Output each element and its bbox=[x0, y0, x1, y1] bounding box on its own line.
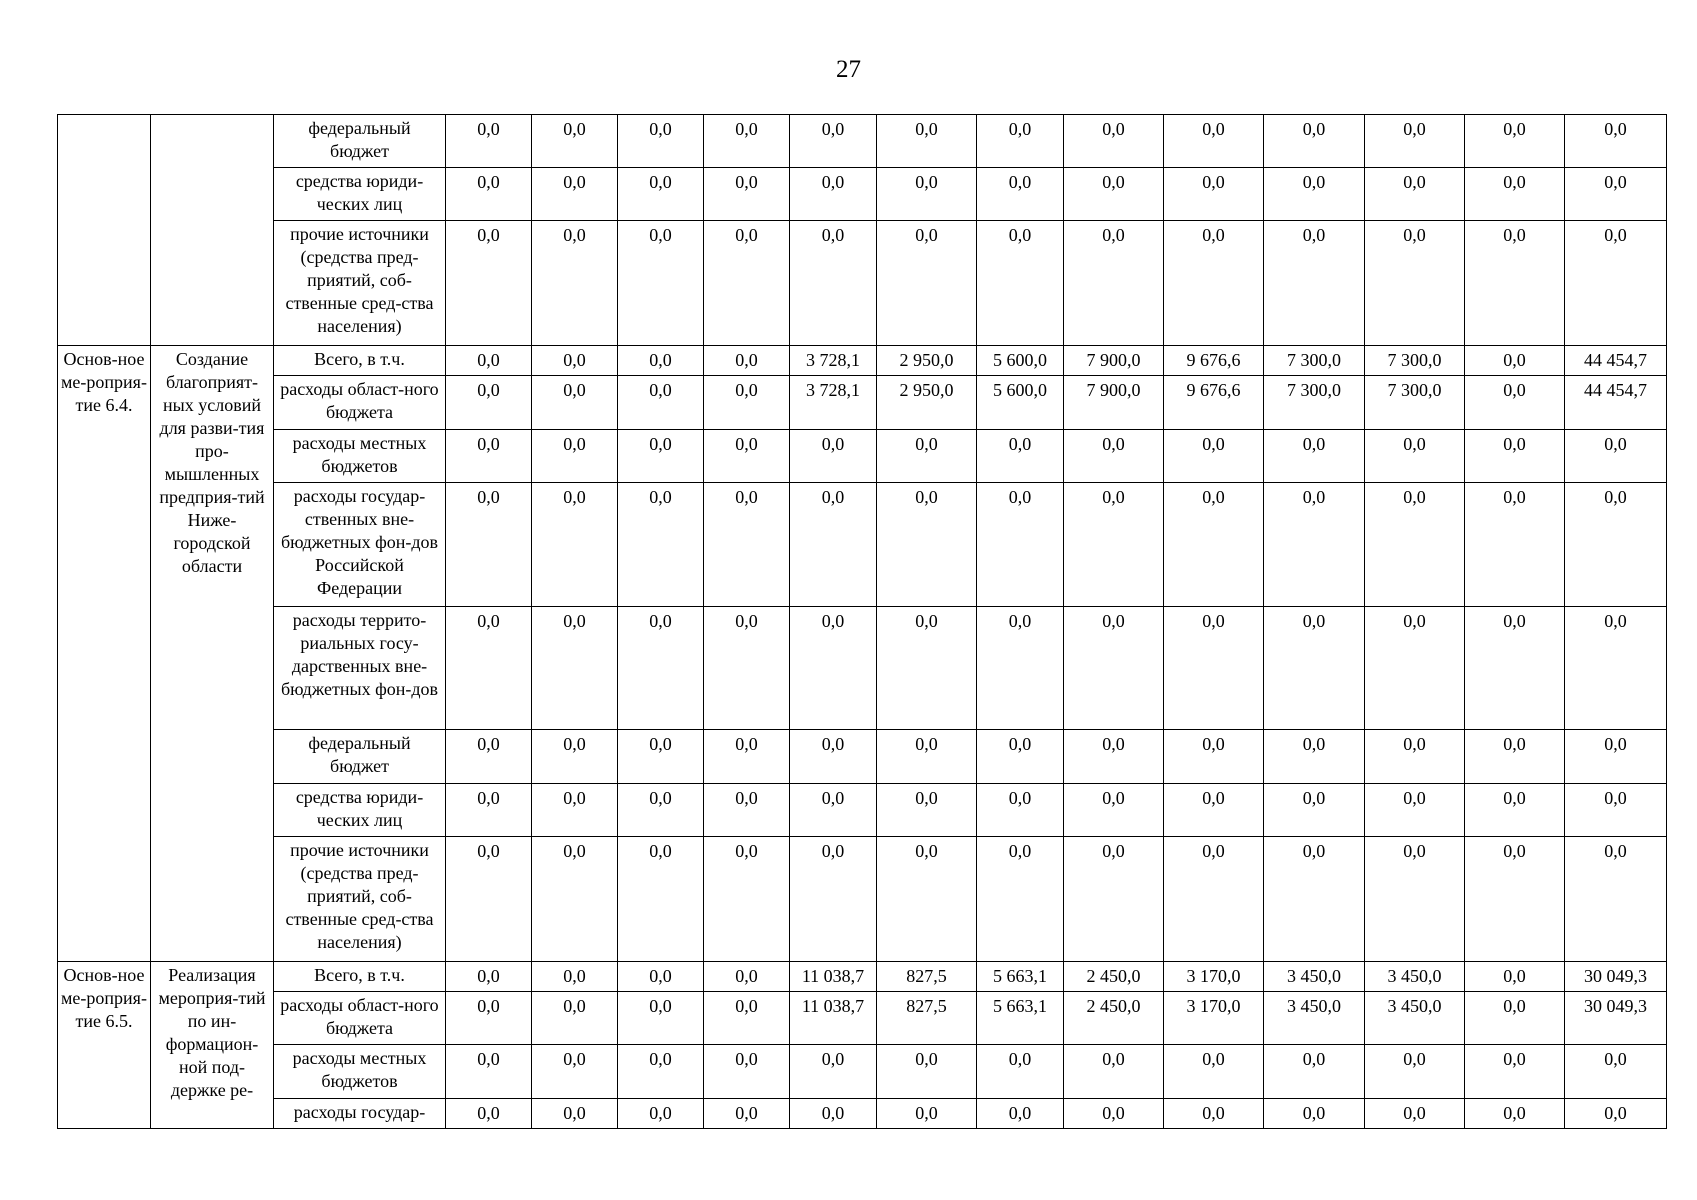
value-cell: 0,0 bbox=[1465, 730, 1565, 784]
value-cell: 5 663,1 bbox=[977, 992, 1064, 1045]
value-cell: 0,0 bbox=[618, 168, 704, 221]
value-cell: 0,0 bbox=[618, 430, 704, 483]
value-cell: 0,0 bbox=[977, 607, 1064, 730]
value-cell: 0,0 bbox=[1565, 430, 1667, 483]
value-cell: 0,0 bbox=[446, 607, 532, 730]
funding-source-cell: Всего, в т.ч. bbox=[274, 346, 446, 376]
value-cell: 0,0 bbox=[1164, 115, 1264, 168]
value-cell: 3 450,0 bbox=[1264, 962, 1365, 992]
table-row bbox=[58, 376, 1667, 430]
value-cell: 0,0 bbox=[1064, 430, 1164, 483]
value-cell: 0,0 bbox=[1365, 1099, 1465, 1129]
table-row bbox=[58, 483, 1667, 607]
value-cell: 3 170,0 bbox=[1164, 992, 1264, 1045]
value-cell: 0,0 bbox=[1365, 483, 1465, 607]
table-row bbox=[58, 115, 1667, 168]
value-cell: 0,0 bbox=[1164, 483, 1264, 607]
value-cell: 0,0 bbox=[1064, 784, 1164, 837]
value-cell: 3 728,1 bbox=[790, 346, 877, 376]
value-cell: 0,0 bbox=[1264, 730, 1365, 784]
value-cell: 0,0 bbox=[1365, 430, 1465, 483]
value-cell: 0,0 bbox=[618, 376, 704, 430]
value-cell: 0,0 bbox=[977, 1045, 1064, 1099]
value-cell: 0,0 bbox=[618, 992, 704, 1045]
value-cell: 0,0 bbox=[790, 483, 877, 607]
value-cell: 30 049,3 bbox=[1565, 962, 1667, 992]
value-cell: 0,0 bbox=[1064, 607, 1164, 730]
value-cell: 0,0 bbox=[1064, 730, 1164, 784]
funding-source-cell: расходы государ-ственных вне-бюджетных фон-дов Российской Федерации bbox=[274, 483, 446, 607]
value-cell: 0,0 bbox=[877, 730, 977, 784]
value-cell: 0,0 bbox=[1565, 483, 1667, 607]
funding-source-cell: расходы област-ного бюджета bbox=[274, 992, 446, 1045]
value-cell: 0,0 bbox=[1465, 1099, 1565, 1129]
value-cell: 0,0 bbox=[877, 784, 977, 837]
value-cell: 0,0 bbox=[618, 346, 704, 376]
table-row bbox=[58, 1099, 1667, 1129]
value-cell: 7 300,0 bbox=[1365, 346, 1465, 376]
value-cell: 0,0 bbox=[877, 221, 977, 346]
table-row bbox=[58, 168, 1667, 221]
value-cell: 0,0 bbox=[1264, 837, 1365, 962]
value-cell: 0,0 bbox=[1465, 483, 1565, 607]
value-cell: 0,0 bbox=[1164, 837, 1264, 962]
value-cell: 0,0 bbox=[977, 730, 1064, 784]
value-cell: 30 049,3 bbox=[1565, 992, 1667, 1045]
value-cell: 0,0 bbox=[446, 430, 532, 483]
value-cell: 0,0 bbox=[877, 430, 977, 483]
funding-source-cell: федеральный бюджет bbox=[274, 730, 446, 784]
value-cell: 7 300,0 bbox=[1264, 346, 1365, 376]
table-row bbox=[58, 1045, 1667, 1099]
value-cell: 0,0 bbox=[618, 1045, 704, 1099]
value-cell: 0,0 bbox=[1264, 115, 1365, 168]
value-cell: 3 170,0 bbox=[1164, 962, 1264, 992]
value-cell: 0,0 bbox=[532, 992, 618, 1045]
value-cell: 0,0 bbox=[1365, 837, 1465, 962]
funding-source-cell: расходы местных бюджетов bbox=[274, 1045, 446, 1099]
value-cell: 0,0 bbox=[704, 376, 790, 430]
value-cell: 0,0 bbox=[532, 607, 618, 730]
activity-name-cell bbox=[151, 115, 274, 346]
value-cell: 0,0 bbox=[1164, 221, 1264, 346]
table-row bbox=[58, 837, 1667, 962]
value-cell: 0,0 bbox=[1264, 1099, 1365, 1129]
value-cell: 0,0 bbox=[1465, 992, 1565, 1045]
table-row bbox=[58, 221, 1667, 346]
value-cell: 0,0 bbox=[618, 730, 704, 784]
value-cell: 2 450,0 bbox=[1064, 992, 1164, 1045]
value-cell: 0,0 bbox=[532, 115, 618, 168]
value-cell: 0,0 bbox=[1565, 1045, 1667, 1099]
value-cell: 0,0 bbox=[532, 221, 618, 346]
value-cell: 0,0 bbox=[446, 346, 532, 376]
value-cell: 0,0 bbox=[1164, 784, 1264, 837]
table-row bbox=[58, 346, 1667, 376]
value-cell: 0,0 bbox=[704, 1045, 790, 1099]
value-cell: 0,0 bbox=[704, 221, 790, 346]
value-cell: 0,0 bbox=[446, 376, 532, 430]
value-cell: 0,0 bbox=[618, 1099, 704, 1129]
value-cell: 0,0 bbox=[532, 962, 618, 992]
value-cell: 0,0 bbox=[704, 992, 790, 1045]
value-cell: 0,0 bbox=[1465, 346, 1565, 376]
value-cell: 0,0 bbox=[1465, 962, 1565, 992]
value-cell: 44 454,7 bbox=[1565, 346, 1667, 376]
value-cell: 0,0 bbox=[1465, 1045, 1565, 1099]
value-cell: 0,0 bbox=[790, 168, 877, 221]
value-cell: 0,0 bbox=[446, 992, 532, 1045]
value-cell: 5 600,0 bbox=[977, 346, 1064, 376]
value-cell: 0,0 bbox=[790, 115, 877, 168]
value-cell: 0,0 bbox=[1164, 1099, 1264, 1129]
value-cell: 7 900,0 bbox=[1064, 346, 1164, 376]
value-cell: 0,0 bbox=[1465, 784, 1565, 837]
value-cell: 0,0 bbox=[977, 784, 1064, 837]
value-cell: 7 300,0 bbox=[1264, 376, 1365, 430]
value-cell: 0,0 bbox=[1064, 168, 1164, 221]
value-cell: 0,0 bbox=[446, 1099, 532, 1129]
value-cell: 0,0 bbox=[790, 221, 877, 346]
value-cell: 0,0 bbox=[704, 962, 790, 992]
value-cell: 0,0 bbox=[877, 607, 977, 730]
value-cell: 0,0 bbox=[877, 483, 977, 607]
value-cell: 0,0 bbox=[1465, 221, 1565, 346]
value-cell: 0,0 bbox=[1264, 784, 1365, 837]
value-cell: 0,0 bbox=[790, 1099, 877, 1129]
value-cell: 0,0 bbox=[790, 607, 877, 730]
value-cell: 0,0 bbox=[1465, 115, 1565, 168]
value-cell: 0,0 bbox=[977, 221, 1064, 346]
value-cell: 0,0 bbox=[790, 1045, 877, 1099]
value-cell: 0,0 bbox=[532, 1099, 618, 1129]
value-cell: 0,0 bbox=[532, 1045, 618, 1099]
funding-source-cell: Всего, в т.ч. bbox=[274, 962, 446, 992]
value-cell: 0,0 bbox=[1365, 221, 1465, 346]
activity-cell: Основ-ное ме-роприя-тие 6.5. bbox=[58, 962, 151, 1129]
value-cell: 0,0 bbox=[532, 784, 618, 837]
value-cell: 0,0 bbox=[532, 837, 618, 962]
value-cell: 827,5 bbox=[877, 962, 977, 992]
value-cell: 0,0 bbox=[446, 962, 532, 992]
value-cell: 0,0 bbox=[1565, 115, 1667, 168]
value-cell: 0,0 bbox=[977, 168, 1064, 221]
value-cell: 0,0 bbox=[446, 221, 532, 346]
value-cell: 0,0 bbox=[532, 376, 618, 430]
value-cell: 0,0 bbox=[1565, 221, 1667, 346]
value-cell: 0,0 bbox=[1064, 221, 1164, 346]
value-cell: 0,0 bbox=[1365, 1045, 1465, 1099]
value-cell: 0,0 bbox=[618, 962, 704, 992]
value-cell: 0,0 bbox=[532, 346, 618, 376]
value-cell: 2 950,0 bbox=[877, 376, 977, 430]
value-cell: 0,0 bbox=[1465, 837, 1565, 962]
value-cell: 0,0 bbox=[446, 730, 532, 784]
value-cell: 0,0 bbox=[790, 430, 877, 483]
value-cell: 0,0 bbox=[446, 115, 532, 168]
page-number: 27 bbox=[836, 56, 861, 83]
value-cell: 0,0 bbox=[877, 168, 977, 221]
value-cell: 0,0 bbox=[704, 430, 790, 483]
value-cell: 0,0 bbox=[704, 346, 790, 376]
value-cell: 0,0 bbox=[704, 607, 790, 730]
funding-source-cell: расходы террито-риальных госу-дарственных вне-бюджетных фон-дов bbox=[274, 607, 446, 730]
funding-source-cell: расходы государ- bbox=[274, 1099, 446, 1129]
table-row bbox=[58, 784, 1667, 837]
value-cell: 0,0 bbox=[1264, 168, 1365, 221]
value-cell: 0,0 bbox=[877, 837, 977, 962]
value-cell: 0,0 bbox=[532, 730, 618, 784]
value-cell: 0,0 bbox=[1465, 430, 1565, 483]
value-cell: 0,0 bbox=[1164, 730, 1264, 784]
funding-source-cell: средства юриди-ческих лиц bbox=[274, 784, 446, 837]
value-cell: 11 038,7 bbox=[790, 962, 877, 992]
value-cell: 0,0 bbox=[704, 483, 790, 607]
table-row bbox=[58, 730, 1667, 784]
table-row bbox=[58, 992, 1667, 1045]
value-cell: 0,0 bbox=[704, 1099, 790, 1129]
budget-table bbox=[57, 114, 1667, 1129]
value-cell: 0,0 bbox=[1264, 483, 1365, 607]
value-cell: 0,0 bbox=[790, 837, 877, 962]
value-cell: 0,0 bbox=[618, 607, 704, 730]
value-cell: 827,5 bbox=[877, 992, 977, 1045]
value-cell: 0,0 bbox=[1365, 730, 1465, 784]
funding-source-cell: средства юриди-ческих лиц bbox=[274, 168, 446, 221]
value-cell: 0,0 bbox=[446, 1045, 532, 1099]
value-cell: 0,0 bbox=[446, 168, 532, 221]
value-cell: 0,0 bbox=[790, 730, 877, 784]
value-cell: 0,0 bbox=[704, 168, 790, 221]
funding-source-cell: прочие источники (средства пред-приятий, соб-ственные сред-ства населения) bbox=[274, 221, 446, 346]
value-cell: 0,0 bbox=[877, 1045, 977, 1099]
value-cell: 7 300,0 bbox=[1365, 376, 1465, 430]
value-cell: 0,0 bbox=[1465, 607, 1565, 730]
value-cell: 2 950,0 bbox=[877, 346, 977, 376]
value-cell: 0,0 bbox=[1365, 115, 1465, 168]
value-cell: 0,0 bbox=[618, 115, 704, 168]
value-cell: 5 600,0 bbox=[977, 376, 1064, 430]
value-cell: 3 728,1 bbox=[790, 376, 877, 430]
value-cell: 0,0 bbox=[1064, 1099, 1164, 1129]
value-cell: 0,0 bbox=[977, 483, 1064, 607]
value-cell: 0,0 bbox=[1264, 430, 1365, 483]
value-cell: 0,0 bbox=[1164, 1045, 1264, 1099]
value-cell: 0,0 bbox=[1164, 430, 1264, 483]
value-cell: 0,0 bbox=[618, 221, 704, 346]
value-cell: 0,0 bbox=[1164, 607, 1264, 730]
value-cell: 0,0 bbox=[532, 168, 618, 221]
value-cell: 0,0 bbox=[532, 430, 618, 483]
table-row bbox=[58, 430, 1667, 483]
value-cell: 9 676,6 bbox=[1164, 376, 1264, 430]
value-cell: 0,0 bbox=[1064, 1045, 1164, 1099]
value-cell: 0,0 bbox=[790, 784, 877, 837]
value-cell: 0,0 bbox=[704, 730, 790, 784]
value-cell: 0,0 bbox=[704, 115, 790, 168]
value-cell: 0,0 bbox=[1365, 784, 1465, 837]
value-cell: 0,0 bbox=[1365, 168, 1465, 221]
value-cell: 0,0 bbox=[532, 483, 618, 607]
value-cell: 0,0 bbox=[1365, 607, 1465, 730]
value-cell: 9 676,6 bbox=[1164, 346, 1264, 376]
value-cell: 11 038,7 bbox=[790, 992, 877, 1045]
value-cell: 0,0 bbox=[704, 837, 790, 962]
activity-cell: Основ-ное ме-роприя-тие 6.4. bbox=[58, 346, 151, 962]
value-cell: 0,0 bbox=[877, 115, 977, 168]
value-cell: 0,0 bbox=[1565, 837, 1667, 962]
value-cell: 0,0 bbox=[877, 1099, 977, 1129]
value-cell: 0,0 bbox=[1064, 115, 1164, 168]
value-cell: 0,0 bbox=[1164, 168, 1264, 221]
value-cell: 44 454,7 bbox=[1565, 376, 1667, 430]
value-cell: 5 663,1 bbox=[977, 962, 1064, 992]
funding-source-cell: расходы местных бюджетов bbox=[274, 430, 446, 483]
value-cell: 0,0 bbox=[446, 784, 532, 837]
value-cell: 2 450,0 bbox=[1064, 962, 1164, 992]
value-cell: 3 450,0 bbox=[1365, 992, 1465, 1045]
value-cell: 0,0 bbox=[704, 784, 790, 837]
activity-name-cell: Создание благоприят-ных условий для разви-тия про-мышленных предприя-тий Ниже-городской области bbox=[151, 346, 274, 962]
value-cell: 0,0 bbox=[1565, 607, 1667, 730]
table-row bbox=[58, 607, 1667, 730]
funding-source-cell: расходы област-ного бюджета bbox=[274, 376, 446, 430]
activity-cell bbox=[58, 115, 151, 346]
value-cell: 0,0 bbox=[977, 837, 1064, 962]
value-cell: 0,0 bbox=[446, 837, 532, 962]
value-cell: 0,0 bbox=[1264, 607, 1365, 730]
value-cell: 0,0 bbox=[618, 483, 704, 607]
value-cell: 0,0 bbox=[618, 784, 704, 837]
value-cell: 0,0 bbox=[1264, 1045, 1365, 1099]
value-cell: 0,0 bbox=[977, 430, 1064, 483]
value-cell: 3 450,0 bbox=[1264, 992, 1365, 1045]
value-cell: 0,0 bbox=[1465, 376, 1565, 430]
value-cell: 0,0 bbox=[1064, 837, 1164, 962]
value-cell: 0,0 bbox=[1565, 784, 1667, 837]
value-cell: 0,0 bbox=[446, 483, 532, 607]
value-cell: 0,0 bbox=[618, 837, 704, 962]
value-cell: 0,0 bbox=[1565, 1099, 1667, 1129]
value-cell: 0,0 bbox=[977, 115, 1064, 168]
value-cell: 0,0 bbox=[1565, 730, 1667, 784]
funding-source-cell: федеральный бюджет bbox=[274, 115, 446, 168]
value-cell: 0,0 bbox=[977, 1099, 1064, 1129]
value-cell: 0,0 bbox=[1565, 168, 1667, 221]
table-row bbox=[58, 962, 1667, 992]
funding-source-cell: прочие источники (средства пред-приятий, соб-ственные сред-ства населения) bbox=[274, 837, 446, 962]
activity-name-cell: Реализация мероприя-тий по ин-формацион-ной под-держке ре- bbox=[151, 962, 274, 1129]
value-cell: 0,0 bbox=[1465, 168, 1565, 221]
value-cell: 0,0 bbox=[1064, 483, 1164, 607]
value-cell: 3 450,0 bbox=[1365, 962, 1465, 992]
value-cell: 0,0 bbox=[1264, 221, 1365, 346]
value-cell: 7 900,0 bbox=[1064, 376, 1164, 430]
